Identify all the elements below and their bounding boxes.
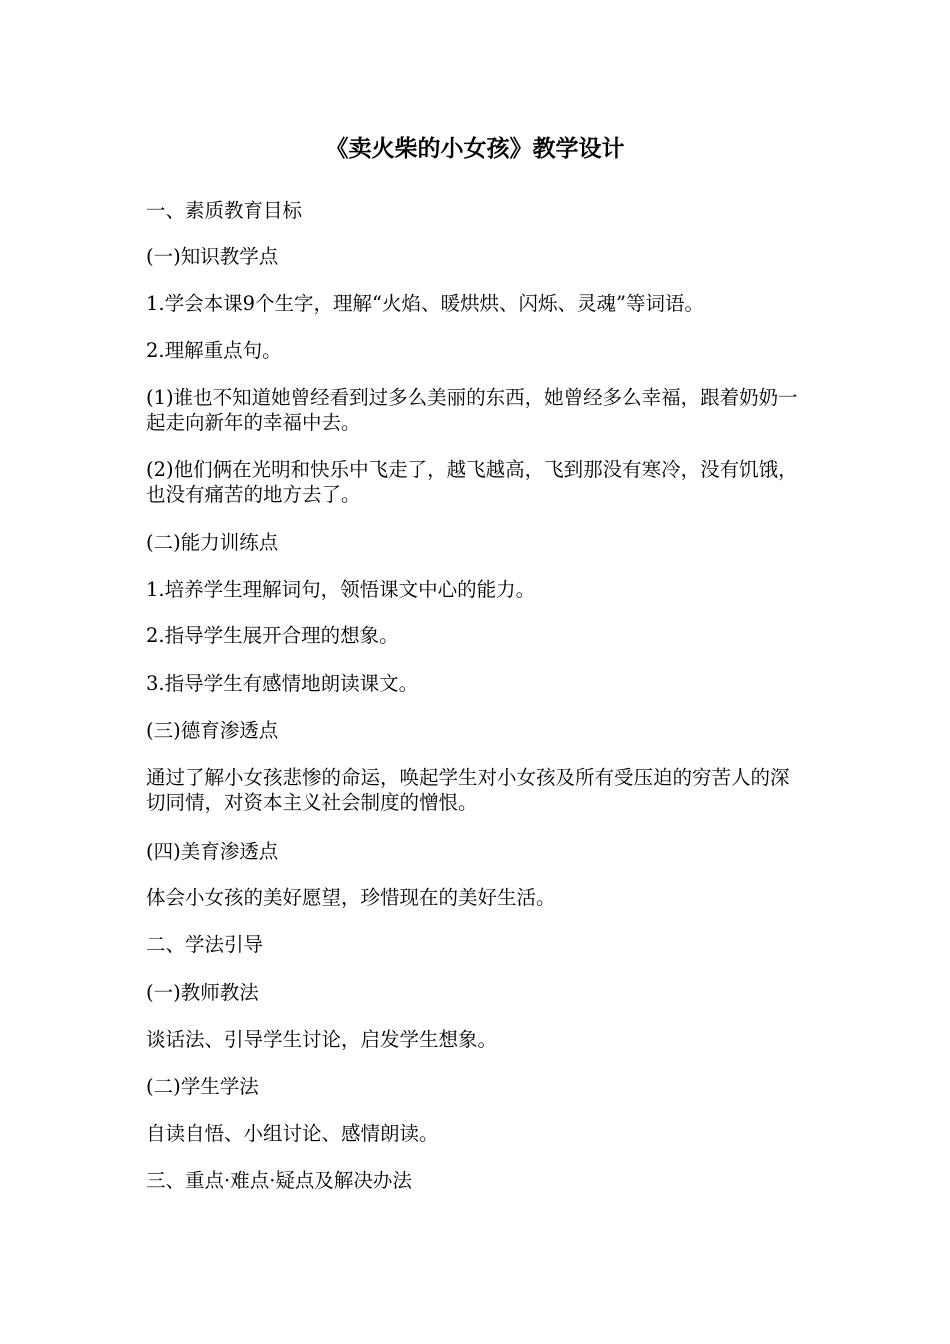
- paragraph-sentence-1: (1)谁也不知道她曾经看到过多么美丽的东西，她曾经多么幸福，跟着奶奶一起走向新年的幸福中去。: [146, 386, 798, 434]
- paragraph-ability-1: 1.培养学生理解词句，领悟课文中心的能力。: [146, 578, 536, 601]
- paragraph-item-2: 2.理解重点句。: [146, 339, 282, 362]
- subheading-ability: (二)能力训练点: [146, 531, 279, 554]
- paragraph-ability-3: 3.指导学生有感情地朗读课文。: [146, 672, 419, 695]
- subheading-moral: (三)德育渗透点: [146, 719, 279, 742]
- subheading-aesthetic: (四)美育渗透点: [146, 840, 279, 863]
- paragraph-teacher-methods: 谈话法、引导学生讨论，启发学生想象。: [146, 1028, 498, 1051]
- section-heading-key-points: 三、重点·难点·疑点及解决办法: [146, 1169, 412, 1192]
- paragraph-aesthetic: 体会小女孩的美好愿望，珍惜现在的美好生活。: [146, 886, 556, 909]
- paragraph-moral: 通过了解小女孩悲惨的命运，唤起学生对小女孩及所有受压迫的穷苦人的深切同情，对资本主义社会制度的憎恨。: [146, 766, 790, 814]
- subheading-knowledge: (一)知识教学点: [146, 245, 279, 268]
- paragraph-student-methods: 自读自悟、小组讨论、感情朗读。: [146, 1122, 439, 1145]
- document-title: 《卖火柴的小女孩》教学设计: [325, 136, 625, 162]
- paragraph-ability-2: 2.指导学生展开合理的想象。: [146, 624, 399, 647]
- section-heading-methods: 二、学法引导: [146, 933, 264, 956]
- section-heading-goals: 一、素质教育目标: [146, 199, 303, 222]
- paragraph-item-1: 1.学会本课9个生字，理解“火焰、暖烘烘、闪烁、灵魂”等词语。: [146, 292, 704, 315]
- paragraph-sentence-2: (2)他们俩在光明和快乐中飞走了，越飞越高，飞到那没有寒冷，没有饥饿，也没有痛苦的地方去了。: [146, 458, 798, 506]
- subheading-teacher-methods: (一)教师教法: [146, 981, 259, 1004]
- subheading-student-methods: (二)学生学法: [146, 1075, 259, 1098]
